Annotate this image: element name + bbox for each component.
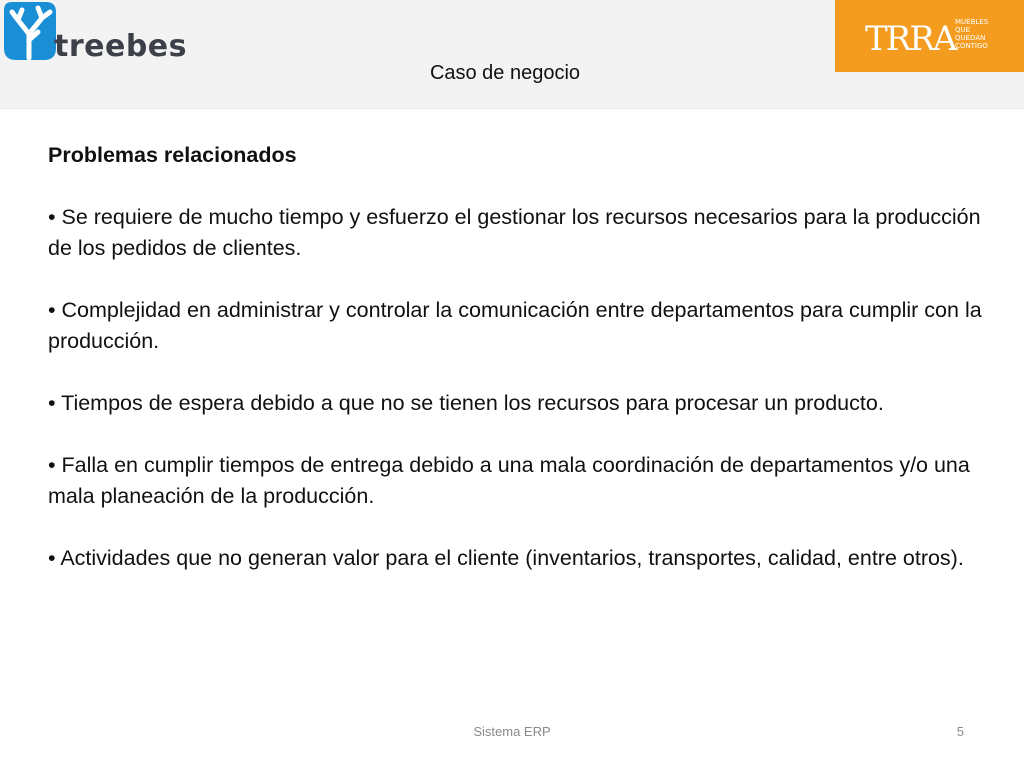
terra-wordmark: TRRA [865,19,956,59]
slide-content [48,140,988,605]
treebes-tree-icon [4,2,56,60]
bullet-item: • Actividades que no generan valor para el cliente (inventarios, transportes, calidad, entre otros). [48,546,964,570]
terra-tagline-4: CONTIGO [955,42,988,50]
terra-tagline-3: QUEDAN [955,34,986,42]
terra-tagline-2: QUE [955,26,971,34]
bullet-item: • Complejidad en administrar y controlar la comunicación entre departamentos para cumplir con la producción. [48,298,982,353]
page-number: 5 [956,724,964,739]
footer-text: Sistema ERP [473,724,551,739]
treebes-wordmark: treebes [54,29,188,64]
treebes-logo [0,0,190,70]
section-heading: Problemas relacionados [48,143,297,167]
terra-tagline-1: MUEBLES [955,18,989,26]
bullet-item: • Tiempos de espera debido a que no se tienen los recursos para procesar un producto. [48,391,884,415]
bullet-item: • Falla en cumplir tiempos de entrega debido a una mala coordinación de departamentos y/o una mala planeación de la producción. [48,453,970,508]
slide-title: Caso de negocio [429,62,581,84]
bullet-item: • Se requiere de mucho tiempo y esfuerzo el gestionar los recursos necesarios para la producción de los pedidos de clientes. [48,205,981,260]
